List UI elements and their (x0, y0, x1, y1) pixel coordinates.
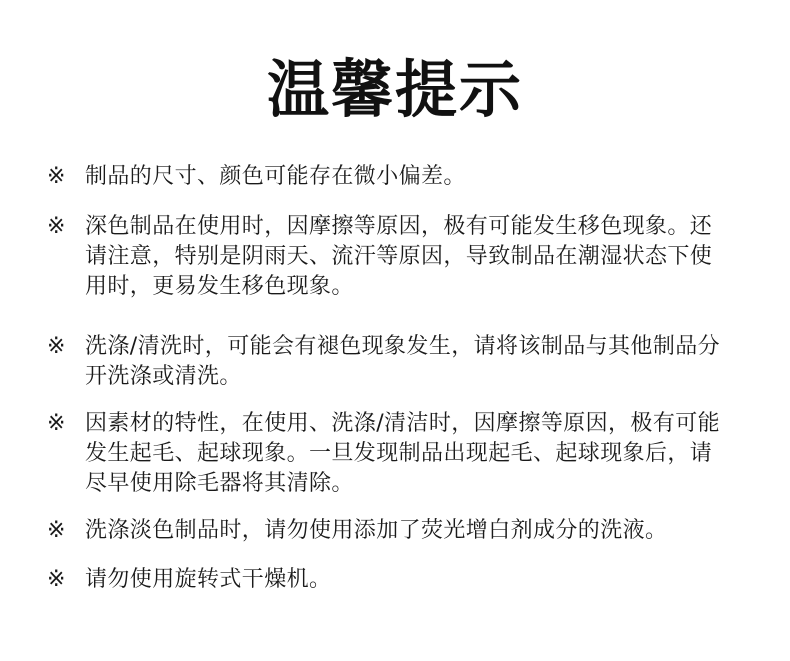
reference-mark-icon: ※ (47, 214, 66, 239)
notice-text: 洗涤/清洗时，可能会有褪色现象发生，请将该制品与其他制品分开洗涤或清洗。 (85, 334, 721, 389)
notice-text: 请勿使用旋转式干燥机。 (85, 567, 332, 592)
page-title: 温馨提示 (266, 53, 523, 126)
reference-mark-icon: ※ (47, 518, 66, 543)
notice-text: 因素材的特性，在使用、洗涤/清洁时，因摩擦等原因，极有可能发生起毛、起球现象。一旦发现制品出现起毛、起球现象后，请尽早使用除毛器将其清除。 (85, 411, 721, 496)
reference-mark-icon: ※ (47, 334, 66, 359)
reference-mark-icon: ※ (47, 164, 66, 189)
notice-text: 洗涤淡色制品时，请勿使用添加了荧光增白剂成分的洗液。 (85, 518, 668, 543)
reference-mark-icon: ※ (47, 411, 66, 436)
notice-text: 深色制品在使用时，因摩擦等原因，极有可能发生移色现象。还请注意，特别是阴雨天、流汗等原因，导致制品在潮湿状态下使用时，更易发生移色现象。 (85, 214, 713, 299)
reference-mark-icon: ※ (47, 567, 66, 592)
notice-text: 制品的尺寸、颜色可能存在微小偏差。 (85, 164, 466, 189)
